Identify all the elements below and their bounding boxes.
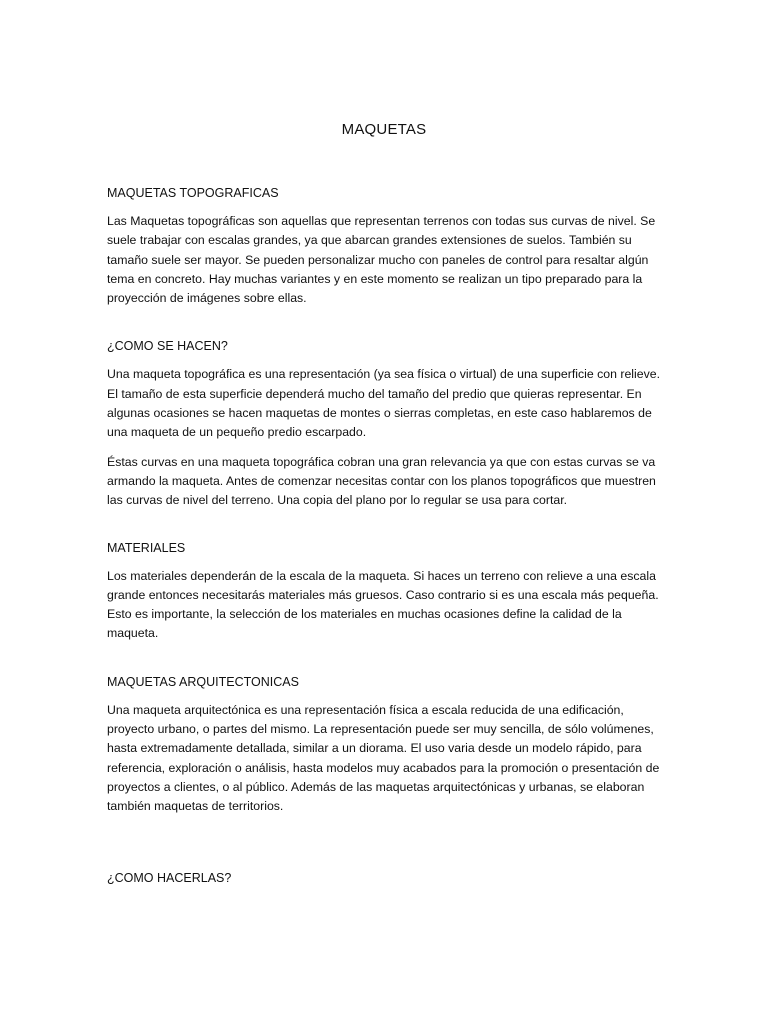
section-heading: MAQUETAS ARQUITECTONICAS [107, 674, 299, 689]
document-body [107, 184, 667, 897]
paragraph: Las Maquetas topográficas son aquellas que representan terrenos con todas sus curvas de nivel. Se suele trabajar con escalas grandes, ya que abarcan grandes extensiones de suelos. También su tamaño suele ser mayor. Se pueden personalizar mucho con paneles de control para resaltar algún tema en concreto. Hay muchas variantes y en este momento se realizan un tipo preparado para la proyección de imágenes sobre ellas. [107, 214, 656, 306]
paragraph: Una maqueta topográfica es una representación (ya sea física o virtual) de una superficie con relieve. El tamaño de esta superficie dependerá mucho del tamaño del predio que quieras representar. En algunas ocasiones se hacen maquetas de montes o sierras completas, en este caso hablaremos de una maqueta de un pequeño predio escarpado. [107, 367, 660, 440]
paragraph: Una maqueta arquitectónica es una representación física a escala reducida de una edificación, proyecto urbano, o partes del mismo. La representación puede ser muy sencilla, de sólo volúmenes, hasta extremadamente detallada, similar a un diorama. El uso varia desde un modelo rápido, para referencia, exploración o análisis, hasta modelos muy acabados para la promoción o presentación de proyectos a clientes, o al público. Además de las maquetas arquitectónicas y urbanas, se elaboran también maquetas de territorios. [107, 702, 660, 814]
section-materiales [107, 539, 667, 644]
section-maquetas-topograficas [107, 184, 667, 308]
section-heading: ¿COMO SE HACEN? [107, 339, 228, 354]
section-maquetas-arquitectonicas [107, 673, 667, 817]
section-heading: MATERIALES [107, 540, 186, 555]
section-como-se-hacen [107, 337, 667, 510]
section-heading: ¿COMO HACERLAS? [107, 870, 232, 885]
paragraph: Éstas curvas en una maqueta topográfica cobran una gran relevancia ya que con estas curvas se va armando la maqueta. Antes de comenzar necesitas contar con los planos topográficos que muestren las curvas de nivel del terreno. Una copia del plano por lo regular se usa para cortar. [107, 454, 656, 508]
section-como-hacerlas [107, 869, 667, 887]
paragraph: Los materiales dependerán de la escala de la maqueta. Si haces un terreno con relieve a una escala grande entonces necesitarás materiales más gruesos. Caso contrario si es una escala más pequeña. Esto es importante, la selección de los materiales en muchas ocasiones define la calidad de la maqueta. [107, 568, 659, 641]
page-title: MAQUETAS [341, 121, 427, 138]
section-heading: MAQUETAS TOPOGRAFICAS [107, 186, 279, 200]
